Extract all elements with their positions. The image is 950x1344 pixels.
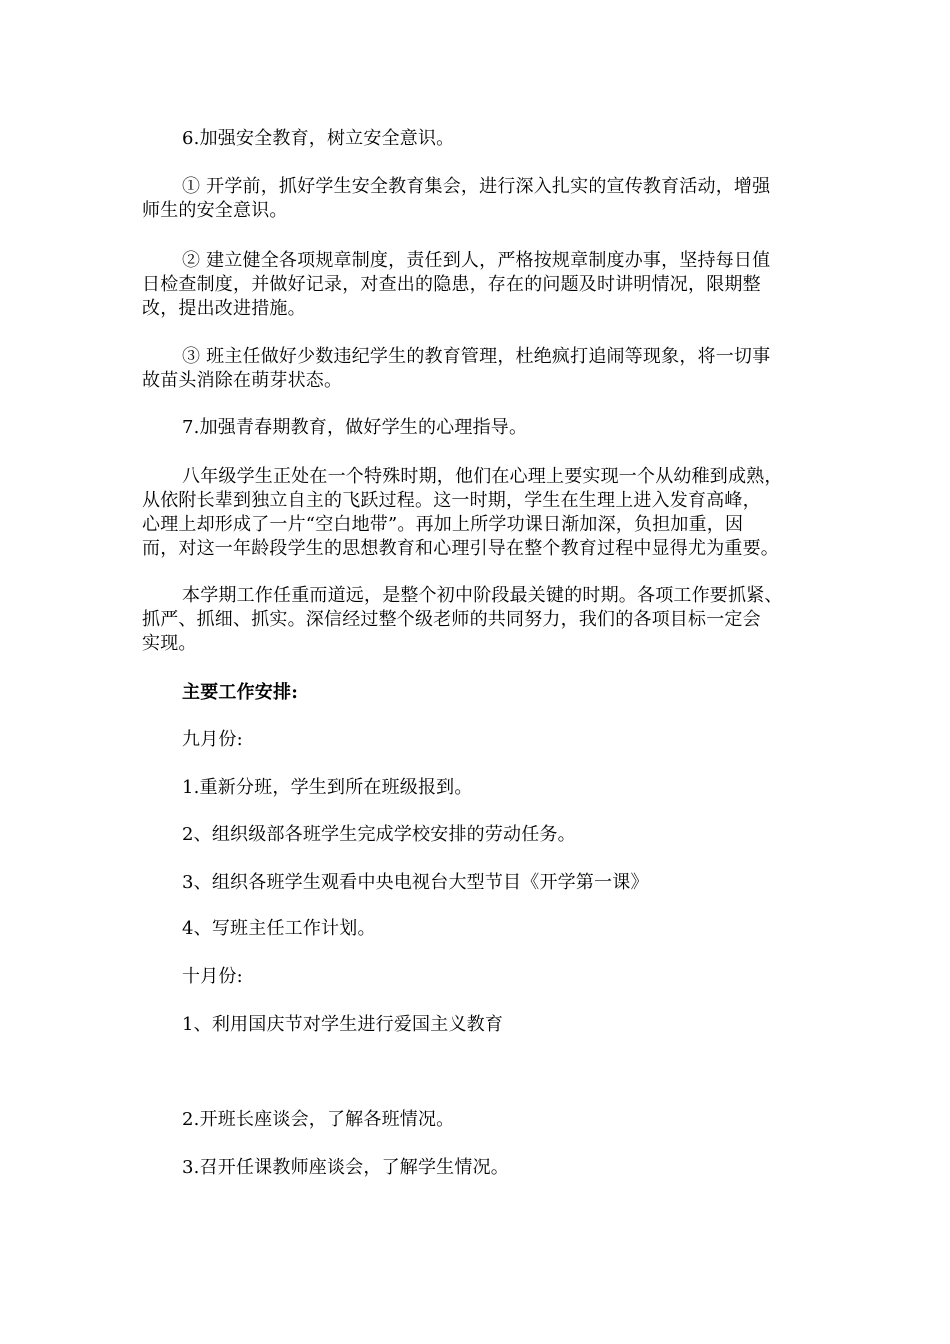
text-line: ① 开学前，抓好学生安全教育集会，进行深入扎实的宣传教育活动，增强 (182, 176, 771, 197)
text-line: 八年级学生正处在一个特殊时期，他们在心理上要实现一个从幼稚到成熟， (182, 466, 783, 487)
adolescence-paragraph (142, 465, 812, 561)
text-line: 3.召开任课教师座谈会，了解学生情况。 (182, 1157, 509, 1178)
safety-point-3 (142, 345, 812, 393)
text-line: 本学期工作任重而道远，是整个初中阶段最关键的时期。各项工作要抓紧、 (182, 585, 783, 606)
september-heading (142, 728, 812, 752)
text-line: 改，提出改进措施。 (142, 298, 306, 319)
september-item-2 (142, 823, 812, 847)
september-item-1 (142, 776, 812, 800)
main-schedule-heading (142, 681, 812, 705)
text-line: 3、组织各班学生观看中央电视台大型节目《开学第一课》 (182, 872, 649, 893)
text-line: 九月份: (182, 729, 243, 750)
item-6-heading (142, 127, 812, 151)
text-line: 1、利用国庆节对学生进行爱国主义教育 (182, 1014, 504, 1035)
september-item-3 (142, 871, 812, 895)
text-line: 1.重新分班，学生到所在班级报到。 (182, 777, 473, 798)
october-heading (142, 965, 812, 989)
text-line: 师生的安全意识。 (142, 200, 288, 221)
october-item-2 (142, 1108, 812, 1132)
semester-summary-paragraph (142, 584, 812, 656)
text-line: ③ 班主任做好少数违纪学生的教育管理，杜绝疯打追闹等现象，将一切事 (182, 346, 771, 367)
text-line: 十月份: (182, 966, 243, 987)
october-item-1 (142, 1013, 812, 1037)
text-line: 日检查制度，并做好记录，对查出的隐患，存在的问题及时讲明情况，限期整 (142, 274, 761, 295)
text-line: 主要工作安排: (182, 682, 299, 703)
text-line: 4、写班主任工作计划。 (182, 918, 376, 939)
text-line: 实现。 (142, 633, 197, 654)
text-line: 心理上却形成了一片“空白地带”。再加上所学功课日渐加深，负担加重，因 (142, 514, 744, 535)
text-line: 从依附长辈到独立自主的飞跃过程。这一时期，学生在生理上进入发育高峰， (142, 490, 761, 511)
september-item-4 (142, 917, 812, 941)
text-line: 6.加强安全教育，树立安全意识。 (182, 128, 455, 149)
safety-point-2 (142, 249, 812, 321)
safety-point-1 (142, 175, 812, 223)
october-item-3 (142, 1156, 812, 1180)
text-line: ② 建立健全各项规章制度，责任到人，严格按规章制度办事，坚持每日值 (182, 250, 771, 271)
text-line: 2、组织级部各班学生完成学校安排的劳动任务。 (182, 824, 576, 845)
text-line: 故苗头消除在萌芽状态。 (142, 370, 343, 391)
text-line: 2.开班长座谈会，了解各班情况。 (182, 1109, 455, 1130)
text-line: 而，对这一年龄段学生的思想教育和心理引导在整个教育过程中显得尤为重要。 (142, 538, 779, 559)
text-line: 7.加强青春期教育，做好学生的心理指导。 (182, 417, 528, 438)
text-line: 抓严、抓细、抓实。深信经过整个级老师的共同努力，我们的各项目标一定会 (142, 609, 761, 630)
item-7-heading (142, 416, 812, 440)
